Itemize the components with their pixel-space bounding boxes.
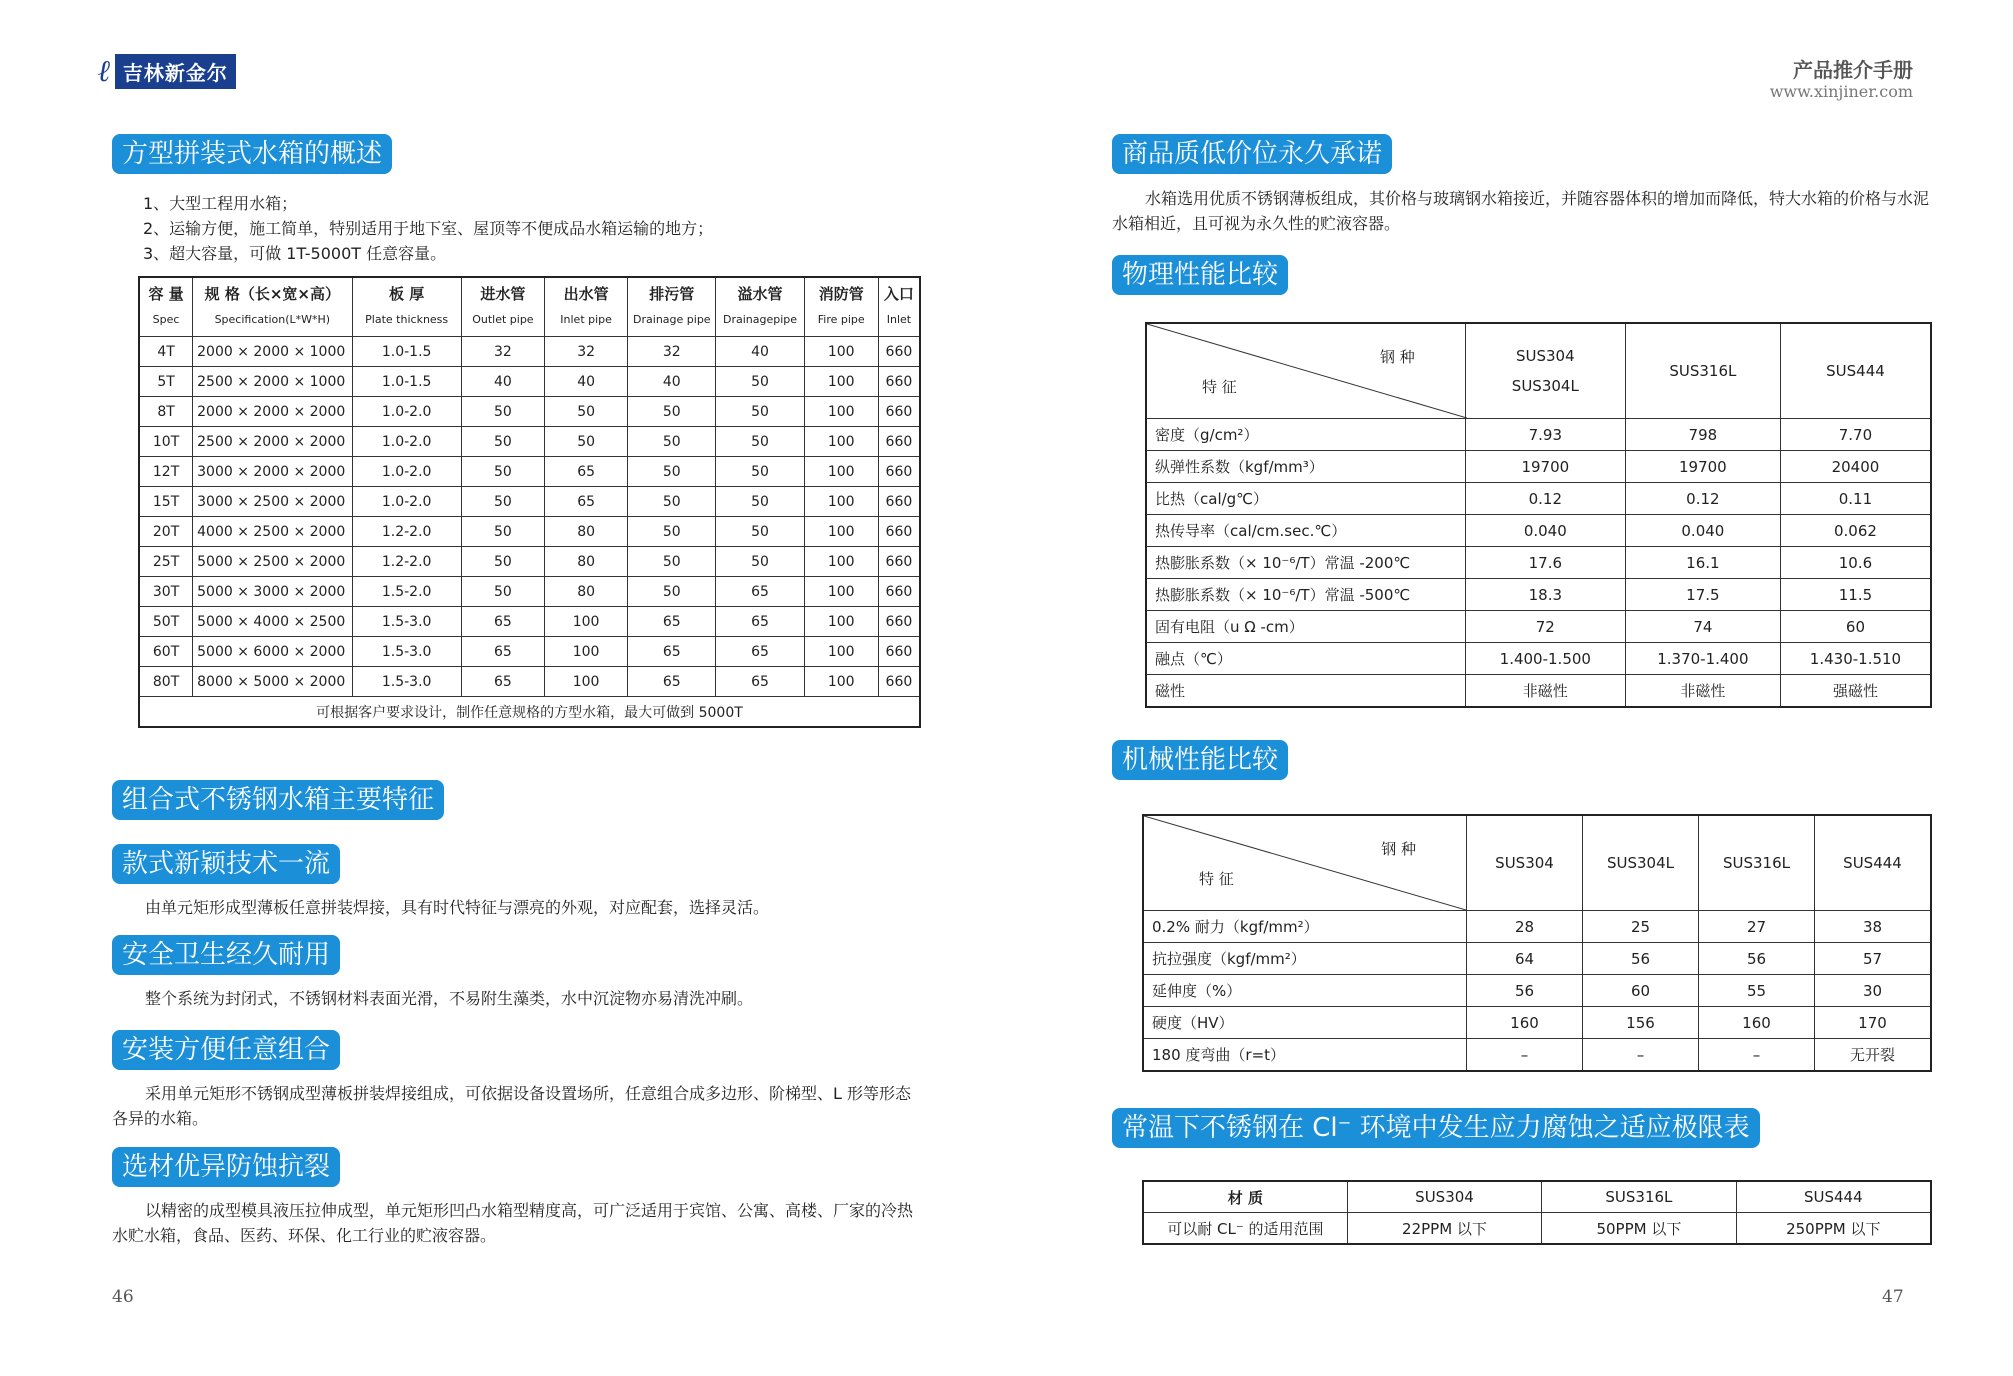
table-cell: 32 — [628, 337, 716, 367]
table-cell: 17.6 — [1465, 547, 1625, 579]
manual-title: 产品推介手册 — [1793, 58, 1913, 82]
header-cell: 排污管 Drainage pipe — [628, 277, 716, 337]
table-cell: 65 — [545, 457, 628, 487]
table-cell: 660 — [878, 577, 920, 607]
table-cell: 50 — [628, 427, 716, 457]
table-cell: 56 — [1699, 943, 1815, 975]
header-cell: 板 厚 Plate thickness — [352, 277, 461, 337]
table-row — [1146, 643, 1931, 675]
table-cell: 57 — [1815, 943, 1932, 975]
table-cell: 32 — [461, 337, 544, 367]
table-cell: 7.70 — [1780, 419, 1931, 451]
table-cell: 50 — [628, 517, 716, 547]
table-row — [139, 397, 920, 427]
table-cell: 50 — [461, 487, 544, 517]
table-cell: 1.5-3.0 — [352, 667, 461, 697]
diagonal-line — [1147, 324, 1467, 418]
table-cell: 热膨胀系数（× 10⁻⁶/T）常温 -200℃ — [1146, 547, 1465, 579]
table-cell: 25T — [139, 547, 193, 577]
table-cell: 12T — [139, 457, 193, 487]
table-row — [139, 367, 920, 397]
table-cell: 50 — [716, 457, 804, 487]
table-cell: 1.0-2.0 — [352, 487, 461, 517]
table-cell: 1.5-2.0 — [352, 577, 461, 607]
table-cell: – — [1467, 1039, 1583, 1072]
header-cell: SUS304 — [1347, 1181, 1541, 1213]
table-cell: 660 — [878, 667, 920, 697]
install-text: 采用单元矩形不锈钢成型薄板拼装焊接组成，可依据设备设置场所，任意组合成多边形、阶梯型、L 形等形态各异的水箱。 — [112, 1084, 912, 1128]
table-cell: 0.062 — [1780, 515, 1931, 547]
table-row — [1143, 943, 1931, 975]
header-cell: SUS304 SUS304L — [1465, 323, 1625, 419]
table-cell: 660 — [878, 367, 920, 397]
table-cell: 16.1 — [1625, 547, 1780, 579]
table-cell: 50 — [716, 367, 804, 397]
header-cell: SUS304 — [1467, 815, 1583, 911]
material-title: 选材优异防蚀抗裂 — [112, 1147, 340, 1187]
table-cell: 660 — [878, 457, 920, 487]
table-cell: 4T — [139, 337, 193, 367]
phys-title: 物理性能比较 — [1112, 255, 1288, 295]
table-cell: 156 — [1583, 1007, 1699, 1039]
table-row — [139, 667, 920, 697]
table-cell: 60 — [1583, 975, 1699, 1007]
overview-list — [143, 191, 713, 266]
table-cell: 0.12 — [1625, 483, 1780, 515]
table-cell: 1.0-1.5 — [352, 337, 461, 367]
header-cell: 容 量 Spec — [139, 277, 193, 337]
table-row — [139, 457, 920, 487]
header-cell: 材 质 — [1143, 1181, 1347, 1213]
table-cell: 38 — [1815, 911, 1932, 943]
table-cell: 磁性 — [1146, 675, 1465, 708]
table-cell: 5000 × 4000 × 2500 — [193, 607, 352, 637]
table-cell: 3000 × 2500 × 2000 — [193, 487, 352, 517]
table-cell: 180 度弯曲（r=t） — [1143, 1039, 1467, 1072]
table-cell: 2500 × 2000 × 2000 — [193, 427, 352, 457]
diagonal-header-cell — [1143, 815, 1467, 911]
table-cell: 非磁性 — [1625, 675, 1780, 708]
table-cell: 65 — [461, 637, 544, 667]
table-cell: 65 — [628, 607, 716, 637]
table-cell: 无开裂 — [1815, 1039, 1932, 1072]
table-cell: 50T — [139, 607, 193, 637]
tank-spec-table — [138, 276, 921, 728]
table-cell: 100 — [545, 607, 628, 637]
table-cell: 25 — [1583, 911, 1699, 943]
table-row — [1146, 515, 1931, 547]
page-number-left: 46 — [112, 1287, 134, 1307]
table-cell: 100 — [545, 637, 628, 667]
table-cell: 20T — [139, 517, 193, 547]
header-cell: SUS316L — [1625, 323, 1780, 419]
table-cell: 50 — [716, 397, 804, 427]
table-cell: 热膨胀系数（× 10⁻⁶/T）常温 -500℃ — [1146, 579, 1465, 611]
overview-item: 1、大型工程用水箱； — [143, 194, 298, 213]
table-cell: 8000 × 5000 × 2000 — [193, 667, 352, 697]
corner-bottom-label: 特 征 — [1202, 378, 1237, 396]
table-cell: 17.5 — [1625, 579, 1780, 611]
header-cell: SUS444 — [1815, 815, 1932, 911]
table-cell: 50 — [461, 547, 544, 577]
table-cell: 65 — [545, 487, 628, 517]
table-cell: 0.12 — [1465, 483, 1625, 515]
table-cell: 11.5 — [1780, 579, 1931, 611]
table-row — [139, 517, 920, 547]
table-cell: 50 — [628, 397, 716, 427]
table-cell: 55 — [1699, 975, 1815, 1007]
features-title: 组合式不锈钢水箱主要特征 — [112, 780, 444, 820]
table-cell: 50 — [545, 427, 628, 457]
table-cell: 50 — [716, 517, 804, 547]
table-cell: 65 — [716, 607, 804, 637]
table-cell: 7.93 — [1465, 419, 1625, 451]
price-title: 商品质低价位永久承诺 — [1112, 134, 1392, 174]
table-cell: 1.0-1.5 — [352, 367, 461, 397]
table-cell: 40 — [461, 367, 544, 397]
table-cell: 40 — [628, 367, 716, 397]
table-cell: 15T — [139, 487, 193, 517]
table-row — [1146, 451, 1931, 483]
table-cell: 50 — [461, 517, 544, 547]
table-cell: 0.2% 耐力（kgf/mm²） — [1143, 911, 1467, 943]
table-cell: 65 — [461, 607, 544, 637]
table-row — [1146, 419, 1931, 451]
table-cell: 798 — [1625, 419, 1780, 451]
header-cell: SUS304L — [1583, 815, 1699, 911]
table-cell: 56 — [1583, 943, 1699, 975]
table-cell: 65 — [628, 637, 716, 667]
table-cell: 160 — [1699, 1007, 1815, 1039]
table-cell: 8T — [139, 397, 193, 427]
table-cell: 纵弹性系数（kgf/mm³） — [1146, 451, 1465, 483]
table-row — [1143, 1007, 1931, 1039]
table-cell: 80 — [545, 577, 628, 607]
table-cell: 100 — [804, 607, 878, 637]
table-cell: 80T — [139, 667, 193, 697]
table-cell: 比热（cal/g℃） — [1146, 483, 1465, 515]
material-text: 以精密的成型模具液压拉伸成型，单元矩形凹凸水箱型精度高，可广泛适用于宾馆、公寓、高楼、厂家的冷热水贮水箱，食品、医药、环保、化工行业的贮液容器。 — [112, 1201, 914, 1245]
table-cell: 可以耐 CL⁻ 的适用范围 — [1143, 1213, 1347, 1245]
table-cell: 50PPM 以下 — [1542, 1213, 1736, 1245]
overview-item: 3、超大容量，可做 1T-5000T 任意容量。 — [143, 244, 447, 263]
table-cell: 1.0-2.0 — [352, 397, 461, 427]
header-cell: SUS316L — [1542, 1181, 1736, 1213]
table-cell: 2000 × 2000 × 2000 — [193, 397, 352, 427]
corner-top-label: 钢 种 — [1380, 348, 1415, 366]
header-cell: 出水管 Inlet pipe — [545, 277, 628, 337]
table-cell: 1.370-1.400 — [1625, 643, 1780, 675]
table-header-row — [1143, 1181, 1931, 1213]
table-cell: 65 — [716, 577, 804, 607]
table-cell: 50 — [461, 397, 544, 427]
table-cell: 40 — [716, 337, 804, 367]
table-cell: 660 — [878, 637, 920, 667]
table-cell: 100 — [804, 487, 878, 517]
install-title: 安装方便任意组合 — [112, 1030, 340, 1070]
table-cell: 1.5-3.0 — [352, 607, 461, 637]
table-cell: 抗拉强度（kgf/mm²） — [1143, 943, 1467, 975]
table-cell: 19700 — [1465, 451, 1625, 483]
table-cell: 固有电阻（u Ω -cm） — [1146, 611, 1465, 643]
table-cell: 1.2-2.0 — [352, 517, 461, 547]
table-cell: 50 — [461, 427, 544, 457]
table-cell: 100 — [804, 577, 878, 607]
corner-bottom-label: 特 征 — [1199, 870, 1234, 888]
table-cell: 660 — [878, 517, 920, 547]
table-cell: 18.3 — [1465, 579, 1625, 611]
table-cell: 65 — [716, 637, 804, 667]
table-cell: 硬度（HV） — [1143, 1007, 1467, 1039]
table-row — [1146, 579, 1931, 611]
table-cell: 100 — [545, 667, 628, 697]
table-cell: – — [1583, 1039, 1699, 1072]
table-cell: 56 — [1467, 975, 1583, 1007]
table-footer-note: 可根据客户要求设计，制作任意规格的方型水箱，最大可做到 5000T — [139, 697, 920, 728]
table-cell: 5T — [139, 367, 193, 397]
table-cell: 30T — [139, 577, 193, 607]
table-cell: 32 — [545, 337, 628, 367]
table-cell: 100 — [804, 427, 878, 457]
table-cell: 27 — [1699, 911, 1815, 943]
mechanical-properties-table — [1142, 814, 1932, 1072]
header-cell: 入口 Inlet — [878, 277, 920, 337]
table-cell: 0.11 — [1780, 483, 1931, 515]
table-cell: 非磁性 — [1465, 675, 1625, 708]
table-cell: 160 — [1467, 1007, 1583, 1039]
table-cell: 强磁性 — [1780, 675, 1931, 708]
website-url: www.xinjiner.com — [1769, 82, 1913, 101]
table-cell: 20400 — [1780, 451, 1931, 483]
header-cell: SUS444 — [1780, 323, 1931, 419]
table-row — [1143, 1039, 1931, 1072]
table-cell: 50 — [461, 577, 544, 607]
header-cell: 消防管 Fire pipe — [804, 277, 878, 337]
table-cell: 100 — [804, 517, 878, 547]
table-row — [139, 547, 920, 577]
table-row — [139, 577, 920, 607]
table-cell: 1.430-1.510 — [1780, 643, 1931, 675]
chloride-limit-table — [1142, 1180, 1932, 1245]
cl-title: 常温下不锈钢在 Cl⁻ 环境中发生应力腐蚀之适应极限表 — [1112, 1108, 1760, 1148]
table-row — [139, 487, 920, 517]
table-header-row — [1143, 815, 1931, 911]
table-row — [1146, 483, 1931, 515]
table-cell: 50 — [461, 457, 544, 487]
table-cell: 50 — [628, 487, 716, 517]
header-cell: SUS444 — [1736, 1181, 1931, 1213]
table-cell: 5000 × 2500 × 2000 — [193, 547, 352, 577]
brand-logo — [98, 55, 236, 87]
style-text: 由单元矩形成型薄板任意拼装焊接，具有时代特征与漂亮的外观，对应配套，选择灵活。 — [145, 898, 770, 917]
table-row — [1143, 975, 1931, 1007]
header-cell: 溢水管 Drainagepipe — [716, 277, 804, 337]
table-cell: 28 — [1467, 911, 1583, 943]
page-number-right: 47 — [1882, 1287, 1904, 1307]
table-cell: 1.400-1.500 — [1465, 643, 1625, 675]
table-cell: 660 — [878, 607, 920, 637]
table-cell: 50 — [628, 457, 716, 487]
table-cell: 10T — [139, 427, 193, 457]
table-cell: 5000 × 3000 × 2000 — [193, 577, 352, 607]
table-cell: 660 — [878, 427, 920, 457]
table-cell: 50 — [628, 577, 716, 607]
table-row — [1146, 547, 1931, 579]
table-cell: 80 — [545, 547, 628, 577]
table-row — [1143, 1213, 1931, 1245]
table-cell: 0.040 — [1625, 515, 1780, 547]
table-cell: 250PPM 以下 — [1736, 1213, 1931, 1245]
table-row — [1146, 675, 1931, 708]
table-cell: 100 — [804, 637, 878, 667]
table-cell: 2500 × 2000 × 1000 — [193, 367, 352, 397]
price-text: 水箱选用优质不锈钢薄板组成，其价格与玻璃钢水箱接近，并随容器体积的增加而降低，特大水箱的价格与水泥水箱相近，且可视为永久性的贮液容器。 — [1112, 189, 1930, 233]
table-cell: 22PPM 以下 — [1347, 1213, 1541, 1245]
diagonal-line — [1144, 816, 1466, 910]
diagonal-header-cell — [1146, 323, 1465, 419]
table-cell: 40 — [545, 367, 628, 397]
logo-mark-icon: ℓ — [98, 53, 111, 89]
table-cell: 密度（g/cm²） — [1146, 419, 1465, 451]
table-cell: 2000 × 2000 × 1000 — [193, 337, 352, 367]
table-row — [139, 637, 920, 667]
safe-text: 整个系统为封闭式，不锈钢材料表面光滑，不易附生藻类，水中沉淀物亦易清洗冲刷。 — [145, 989, 754, 1008]
table-cell: 延伸度（%） — [1143, 975, 1467, 1007]
table-cell: 100 — [804, 667, 878, 697]
table-cell: 660 — [878, 397, 920, 427]
table-row — [1143, 911, 1931, 943]
table-cell: 30 — [1815, 975, 1932, 1007]
table-cell: 100 — [804, 337, 878, 367]
logo-text: 吉林新金尔 — [115, 54, 236, 89]
table-cell: 4000 × 2500 × 2000 — [193, 517, 352, 547]
table-cell: 660 — [878, 547, 920, 577]
table-cell: 100 — [804, 397, 878, 427]
header-cell: 规 格（长×宽×高） Specification(L*W*H) — [193, 277, 352, 337]
table-cell: 65 — [628, 667, 716, 697]
table-cell: 100 — [804, 367, 878, 397]
table-cell: 74 — [1625, 611, 1780, 643]
mech-title: 机械性能比较 — [1112, 740, 1288, 780]
table-cell: 60 — [1780, 611, 1931, 643]
physical-properties-table — [1145, 322, 1932, 708]
table-cell: 1.2-2.0 — [352, 547, 461, 577]
table-cell: 融点（℃） — [1146, 643, 1465, 675]
table-cell: 50 — [628, 547, 716, 577]
table-cell: 170 — [1815, 1007, 1932, 1039]
table-cell: 80 — [545, 517, 628, 547]
table-cell: 65 — [461, 667, 544, 697]
table-header-row — [1146, 323, 1931, 419]
table-cell: 72 — [1465, 611, 1625, 643]
table-cell: 19700 — [1625, 451, 1780, 483]
table-cell: 1.0-2.0 — [352, 427, 461, 457]
table-row — [139, 607, 920, 637]
table-cell: 50 — [716, 427, 804, 457]
table-cell: 100 — [804, 457, 878, 487]
table-cell: 0.040 — [1465, 515, 1625, 547]
table-row — [139, 427, 920, 457]
table-cell: 100 — [804, 547, 878, 577]
header-cell: SUS316L — [1699, 815, 1815, 911]
table-cell: 660 — [878, 487, 920, 517]
corner-top-label: 钢 种 — [1381, 840, 1416, 858]
table-cell: 50 — [716, 547, 804, 577]
table-cell: 50 — [545, 397, 628, 427]
overview-title: 方型拼装式水箱的概述 — [112, 134, 392, 174]
table-footer-row — [139, 697, 920, 728]
table-cell: – — [1699, 1039, 1815, 1072]
header-cell: 进水管 Outlet pipe — [461, 277, 544, 337]
table-cell: 10.6 — [1780, 547, 1931, 579]
table-cell: 1.0-2.0 — [352, 457, 461, 487]
table-cell: 60T — [139, 637, 193, 667]
table-header-row — [139, 277, 920, 337]
table-cell: 65 — [716, 667, 804, 697]
table-cell: 1.5-3.0 — [352, 637, 461, 667]
table-cell: 5000 × 6000 × 2000 — [193, 637, 352, 667]
style-title: 款式新颖技术一流 — [112, 844, 340, 884]
table-row — [139, 337, 920, 367]
table-cell: 50 — [716, 487, 804, 517]
safe-title: 安全卫生经久耐用 — [112, 935, 340, 975]
table-cell: 64 — [1467, 943, 1583, 975]
table-cell: 660 — [878, 337, 920, 367]
table-row — [1146, 611, 1931, 643]
table-cell: 热传导率（cal/cm.sec.℃） — [1146, 515, 1465, 547]
overview-item: 2、运输方便，施工简单，特别适用于地下室、屋顶等不便成品水箱运输的地方； — [143, 219, 714, 238]
table-cell: 3000 × 2000 × 2000 — [193, 457, 352, 487]
